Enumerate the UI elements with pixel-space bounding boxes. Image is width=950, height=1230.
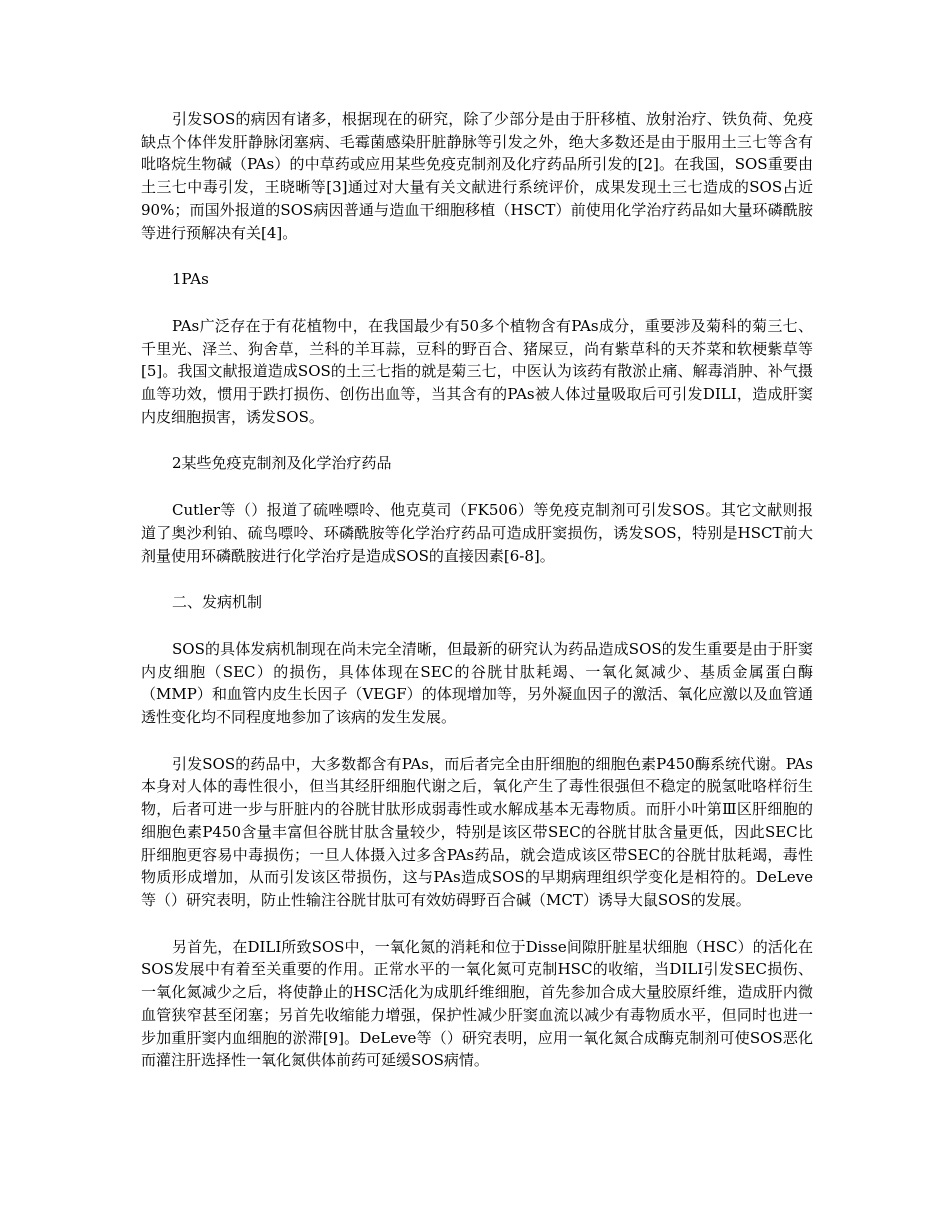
paragraph-immunosuppressants: Cutler等（）报道了硫唑嘌呤、他克莫司（FK506）等免疫克制剂可引发SOS。其它文献则报道了奥沙利铂、硫鸟嘌呤、环磷酰胺等化学治疗药品可造成肝窦损伤，诱发SOS，特别是HSCT前大剂量使用环磷酰胺进行化学治疗是造成SOS的直接因素[6-8]。 — [141, 501, 813, 565]
paragraph-gap — [141, 475, 813, 499]
section-heading-pathogenesis: 二、发病机制 — [172, 593, 263, 612]
paragraph-gap — [141, 614, 813, 638]
section-heading-immunosuppressants: 2某些免疫克制剂及化学治疗药品 — [172, 454, 392, 473]
paragraph-gap — [141, 291, 813, 315]
paragraph-gap — [141, 729, 813, 753]
paragraph-gap — [141, 244, 813, 268]
section-heading-pas: 1PAs — [172, 270, 209, 289]
paragraph-gap — [141, 428, 813, 452]
paragraph-gap — [141, 567, 813, 591]
paragraph-nitric-oxide: 另首先，在DILI所致SOS中，一氧化氮的消耗和位于Disse间隙肝脏星状细胞（HSC）的活化在SOS发展中有着至关重要的作用。正常水平的一氧化氮可克制HSC的收缩，当DILI引发SEC损伤、一氧化氮减少之后，将使静止的HSC活化为成肌纤维细胞，首先参加合成大量胶原纤维，造成肝内微血管狭窄甚至闭塞；另首先收缩能力增强，保护性减少肝窦血流以减少有毒物质水平，但同时也进一步加重肝窦内血细胞的淤滞[9]。DeLeve等（）研究表明，应用一氧化氮合成酶克制剂可使SOS恶化而灌注肝选择性一氧化氮供体前药可延缓SOS病情。 — [141, 937, 813, 1070]
paragraph-gap — [141, 912, 813, 936]
document-page — [141, 108, 813, 1072]
paragraph-glutathione: 引发SOS的药品中，大多数都含有PAs，而后者完全由肝细胞的细胞色素P450酶系统代谢。PAs本身对人体的毒性很小，但当其经肝细胞代谢之后，氧化产生了毒性很强但不稳定的脱氢吡咯样衍生物，后者可进一步与肝脏内的谷胱甘肽形成弱毒性或水解成基本无毒物质。而肝小叶第Ⅲ区肝细胞的细胞色素P450含量丰富但谷胱甘肽含量较少，特别是该区带SEC的谷胱甘肽含量更低，因此SEC比肝细胞更容易中毒损伤；一旦人体摄入过多含PAs药品，就会造成该区带SEC的谷胱甘肽耗竭，毒性物质形成增加，从而引发该区带损伤，这与PAs造成SOS的早期病理组织学变化是相符的。DeLeve等（）研究表明，防止性输注谷胱甘肽可有效妨碍野百合碱（MCT）诱导大鼠SOS的发展。 — [141, 754, 813, 909]
paragraph-pas: PAs广泛存在于有花植物中，在我国最少有50多个植物含有PAs成分，重要涉及菊科的菊三七、千里光、泽兰、狗舍草，兰科的羊耳蒜，豆科的野百合、猪屎豆，尚有紫草科的天芥菜和软梗紫草等[5]。我国文献报道造成SOS的土三七指的就是菊三七，中医认为该药有散淤止痛、解毒消肿、补气摄血等功效，惯用于跌打损伤、创伤出血等，当其含有的PAs被人体过量吸取后可引发DILI，造成肝窦内皮细胞损害，诱发SOS。 — [141, 316, 813, 426]
paragraph-pathogenesis: SOS的具体发病机制现在尚未完全清晰，但最新的研究认为药品造成SOS的发生重要是由于肝窦内皮细胞（SEC）的损伤，具体体现在SEC的谷胱甘肽耗竭、一氧化氮减少、基质金属蛋白酶（MMP）和血管内皮生长因子（VEGF）的体现增加等，另外凝血因子的激活、氧化应激以及血管通透性变化均不同程度地参加了该病的发生发展。 — [141, 639, 813, 727]
paragraph-etiology: 引发SOS的病因有诸多，根据现在的研究，除了少部分是由于肝移植、放射治疗、铁负荷、免疫缺点个体伴发肝静脉闭塞病、毛霉菌感染肝脏静脉等引发之外，绝大多数还是由于服用土三七等含有吡咯烷生物碱（PAs）的中草药或应用某些免疫克制剂及化疗药品所引发的[2]。在我国，SOS重要由土三七中毒引发，王晓晰等[3]通过对大量有关文献进行系统评价，成果发现土三七造成的SOS占近90%；而国外报道的SOS病因普通与造血干细胞移植（HSCT）前使用化学治疗药品如大量环磷酰胺等进行预解决有关[4]。 — [141, 110, 813, 242]
